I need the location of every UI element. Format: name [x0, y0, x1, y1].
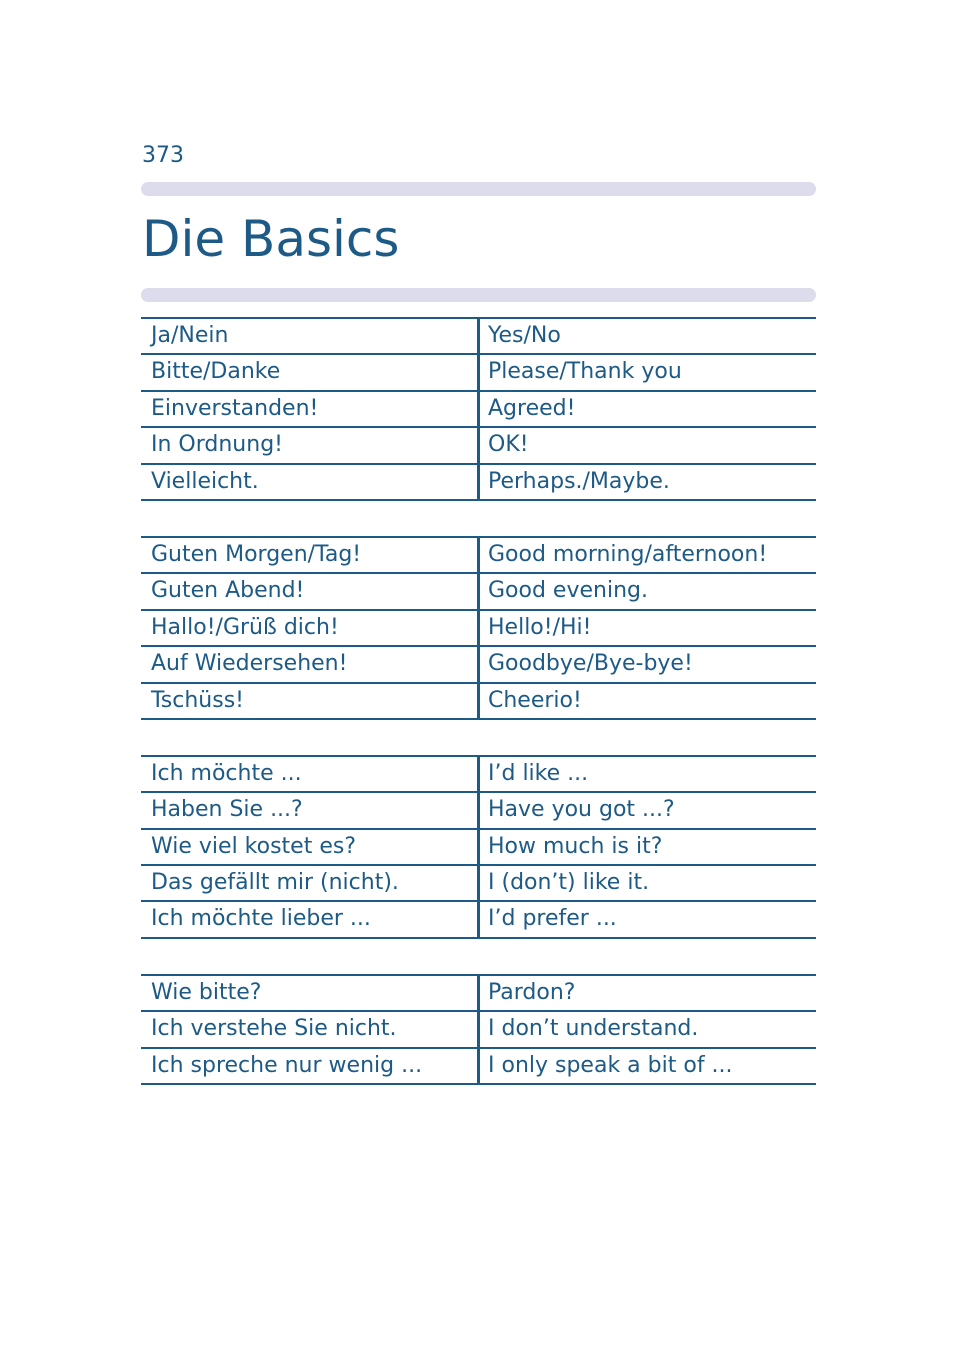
phrase-group-shopping — [141, 755, 816, 939]
page-number: 373 — [142, 143, 184, 168]
phrase-row — [141, 830, 816, 866]
phrase-row — [141, 1012, 816, 1048]
english-phrase: Please/Thank you — [488, 359, 682, 385]
german-phrase: In Ordnung! — [141, 428, 480, 462]
english-phrase: I only speak a bit of ... — [488, 1052, 733, 1078]
english-phrase: I’d like ... — [488, 760, 589, 786]
german-phrase: Einverstanden! — [141, 392, 480, 426]
german-phrase: Vielleicht. — [141, 465, 480, 499]
phrase-row — [141, 319, 816, 355]
english-phrase: Good evening. — [488, 578, 648, 604]
english-phrase: OK! — [488, 432, 529, 458]
german-phrase: Bitte/Danke — [141, 355, 480, 389]
phrase-row — [141, 538, 816, 574]
german-phrase: Ich spreche nur wenig ... — [141, 1049, 480, 1083]
phrase-group-greetings — [141, 536, 816, 720]
phrase-row — [141, 465, 816, 501]
phrase-row — [141, 976, 816, 1012]
german-phrase: Guten Abend! — [141, 574, 480, 608]
english-phrase: Yes/No — [488, 323, 561, 348]
phrase-tables — [141, 317, 816, 1120]
english-phrase: Agreed! — [488, 395, 576, 421]
german-phrase: Haben Sie ...? — [141, 793, 480, 827]
phrase-row — [141, 647, 816, 683]
phrase-row — [141, 574, 816, 610]
phrase-row — [141, 392, 816, 428]
phrase-group-basics — [141, 317, 816, 501]
english-phrase: Cheerio! — [488, 687, 582, 713]
german-phrase: Ich verstehe Sie nicht. — [141, 1012, 480, 1046]
german-phrase: Hallo!/Grüß dich! — [141, 611, 480, 645]
title-divider — [141, 288, 816, 302]
english-phrase: Pardon? — [488, 979, 576, 1005]
phrase-row — [141, 611, 816, 647]
german-phrase: Wie viel kostet es? — [141, 830, 480, 864]
english-phrase: Good morning/afternoon! — [488, 541, 768, 567]
english-phrase: Hello!/Hi! — [488, 614, 592, 640]
english-phrase: I (don’t) like it. — [488, 870, 650, 896]
english-phrase: Goodbye/Bye-bye! — [488, 651, 693, 677]
german-phrase: Das gefällt mir (nicht). — [141, 866, 480, 900]
phrase-row — [141, 757, 816, 793]
german-phrase: Tschüss! — [141, 684, 480, 718]
german-phrase: Ich möchte ... — [141, 757, 480, 791]
german-phrase: Wie bitte? — [141, 976, 480, 1010]
phrase-row — [141, 866, 816, 902]
german-phrase: Guten Morgen/Tag! — [141, 538, 480, 572]
phrase-row — [141, 793, 816, 829]
english-phrase: Have you got ...? — [488, 797, 675, 823]
phrase-group-understanding — [141, 974, 816, 1085]
phrase-row — [141, 1049, 816, 1085]
page-title: Die Basics — [142, 210, 400, 268]
english-phrase: I’d prefer ... — [488, 906, 617, 932]
phrase-row — [141, 428, 816, 464]
english-phrase: I don’t understand. — [488, 1016, 699, 1042]
english-phrase: Perhaps./Maybe. — [488, 468, 670, 494]
english-phrase: How much is it? — [488, 833, 663, 859]
phrase-row — [141, 902, 816, 938]
phrase-row — [141, 355, 816, 391]
german-phrase: Ich möchte lieber ... — [141, 902, 480, 936]
german-phrase: Auf Wiedersehen! — [141, 647, 480, 681]
german-phrase: Ja/Nein — [141, 319, 480, 353]
top-divider — [141, 182, 816, 196]
phrase-row — [141, 684, 816, 720]
